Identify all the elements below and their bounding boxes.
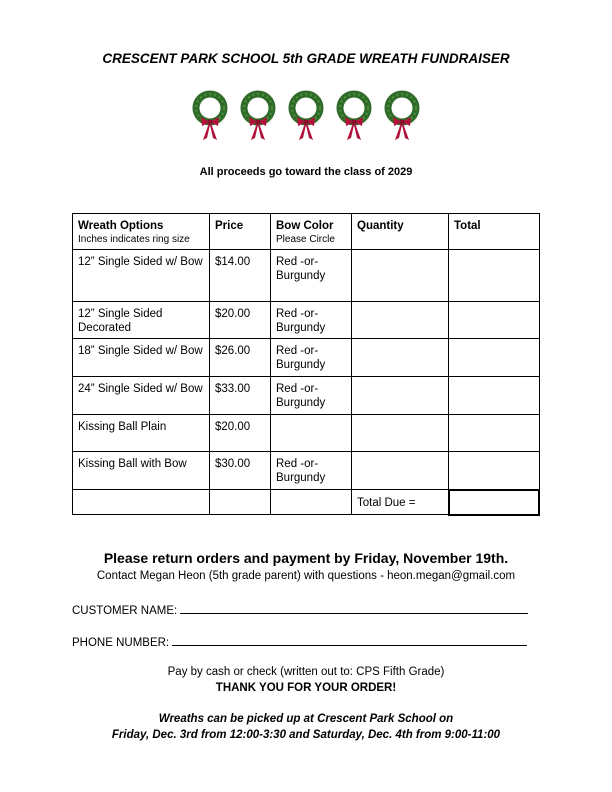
page-title: CRESCENT PARK SCHOOL 5th GRADE WREATH FUNDRAISER (102, 51, 510, 66)
price-cell: $26.00 (210, 339, 271, 377)
total-cell[interactable] (449, 415, 540, 452)
price-cell: $30.00 (210, 452, 271, 490)
header-sublabel: Please Circle (276, 234, 335, 245)
header-sublabel: Inches indicates ring size (78, 234, 190, 245)
table-row (73, 339, 540, 377)
price-cell: $20.00 (210, 415, 271, 452)
price-cell: $20.00 (210, 302, 271, 339)
proceeds-subtitle: All proceeds go toward the class of 2029 (199, 166, 413, 178)
wreath-icon (238, 88, 278, 144)
option-cell: 12” Single Sided Decorated (73, 302, 210, 339)
wreath-icon (286, 88, 326, 144)
quantity-cell[interactable] (352, 339, 449, 377)
phone-number-line[interactable] (172, 634, 527, 646)
total-cell[interactable] (449, 339, 540, 377)
price-cell: $14.00 (210, 250, 271, 302)
option-cell: 12” Single Sided w/ Bow (73, 250, 210, 302)
customer-name-label: CUSTOMER NAME: (72, 605, 178, 617)
total-due-label: Total Due = (352, 490, 449, 515)
total-due-row (73, 490, 540, 515)
table-row (73, 302, 540, 339)
wreath-row (0, 88, 612, 144)
thank-you-message: THANK YOU FOR YOUR ORDER! (215, 682, 397, 694)
contact-info: Contact Megan Heon (5th grade parent) with questions - heon.megan@gmail.com (96, 570, 516, 582)
table-header-row (73, 214, 540, 250)
bow-color-cell[interactable]: Red -or- Burgundy (271, 250, 352, 302)
total-cell[interactable] (449, 377, 540, 415)
empty-cell (210, 490, 271, 515)
customer-name-field[interactable] (72, 602, 528, 617)
price-cell: $33.00 (210, 377, 271, 415)
quantity-cell[interactable] (352, 452, 449, 490)
header-wreath-options (73, 214, 210, 250)
option-cell: Kissing Ball Plain (73, 415, 210, 452)
header-total (449, 214, 540, 250)
return-deadline-notice: Please return orders and payment by Friday, November 19th. (103, 550, 509, 566)
table-row (73, 452, 540, 490)
phone-number-label: PHONE NUMBER: (72, 637, 170, 649)
table-row (73, 250, 540, 302)
payment-instructions: Pay by cash or check (written out to: CPS Fifth Grade) (167, 666, 445, 678)
quantity-cell[interactable] (352, 415, 449, 452)
header-label: Bow Color (276, 220, 334, 232)
header-label: Quantity (357, 220, 404, 232)
bow-color-cell[interactable]: Red -or- Burgundy (271, 302, 352, 339)
empty-cell (271, 490, 352, 515)
empty-cell (73, 490, 210, 515)
header-label: Price (215, 220, 244, 232)
table-row (73, 377, 540, 415)
wreath-icon (382, 88, 422, 144)
option-cell: Kissing Ball with Bow (73, 452, 210, 490)
pickup-info-line1: Wreaths can be picked up at Crescent Park School on (158, 713, 454, 725)
quantity-cell[interactable] (352, 377, 449, 415)
bow-color-cell[interactable]: Red -or- Burgundy (271, 452, 352, 490)
bow-color-cell (271, 415, 352, 452)
order-table (72, 213, 540, 516)
total-cell[interactable] (449, 302, 540, 339)
table-row (73, 415, 540, 452)
option-cell: 18” Single Sided w/ Bow (73, 339, 210, 377)
total-due-field[interactable] (449, 490, 540, 515)
wreath-icon (334, 88, 374, 144)
phone-number-field[interactable] (72, 634, 527, 649)
customer-name-line[interactable] (180, 602, 528, 614)
bow-color-cell[interactable]: Red -or- Burgundy (271, 377, 352, 415)
quantity-cell[interactable] (352, 250, 449, 302)
option-cell: 24” Single Sided w/ Bow (73, 377, 210, 415)
header-label: Total (454, 220, 481, 232)
total-cell[interactable] (449, 452, 540, 490)
quantity-cell[interactable] (352, 302, 449, 339)
header-bow-color (271, 214, 352, 250)
pickup-info-line2: Friday, Dec. 3rd from 12:00-3:30 and Saturday, Dec. 4th from 9:00-11:00 (111, 729, 501, 741)
header-quantity (352, 214, 449, 250)
header-price (210, 214, 271, 250)
header-label: Wreath Options (78, 220, 164, 232)
bow-color-cell[interactable]: Red -or- Burgundy (271, 339, 352, 377)
total-cell[interactable] (449, 250, 540, 302)
wreath-icon (190, 88, 230, 144)
